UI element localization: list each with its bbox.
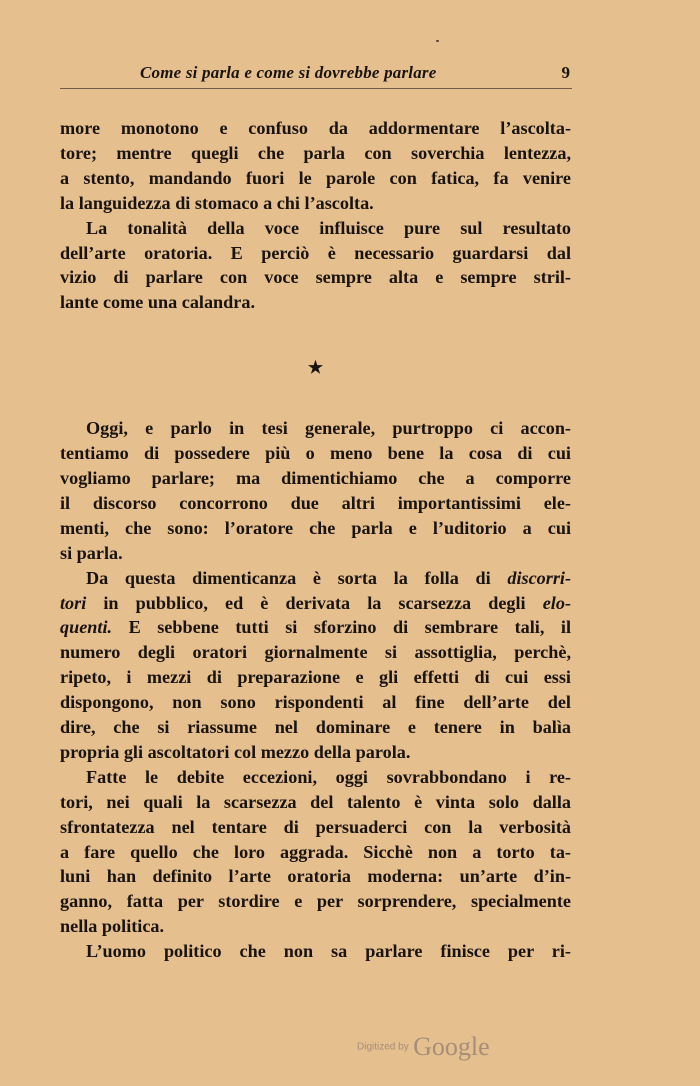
text-line: tore; mentre quegli che parla con soverchia lentezza,	[60, 142, 571, 163]
text-line: Oggi, e parlo in tesi generale, purtroppo ci accon-	[86, 418, 571, 439]
text-line: La tonalità della voce influisce pure sul resultato	[86, 217, 571, 238]
text-line: il discorso concorrono due altri importantissimi ele-	[60, 492, 571, 513]
text-segment: E sebbene tutti si sforzino di sembrare tali, il	[112, 617, 571, 638]
text-line: a stento, mandando fuori le parole con fatica, fa venire	[60, 167, 571, 188]
italic-term: elo-	[542, 592, 571, 613]
text-line	[60, 615, 571, 640]
running-title: Come si parla e come si dovrebbe parlare	[140, 63, 437, 82]
digitized-by-google-watermark	[357, 1032, 490, 1062]
italic-term: discorri-	[507, 567, 571, 588]
text-line: si parla.	[60, 542, 123, 563]
italic-term: quenti.	[60, 617, 113, 638]
italic-term: tori	[60, 592, 87, 613]
paragraph	[60, 116, 571, 216]
section-separator-star: ★	[307, 358, 324, 378]
page-header	[60, 58, 572, 90]
header-rule	[60, 88, 572, 89]
text-line: lante come una calandra.	[60, 292, 256, 313]
text-line: menti, che sono: l’oratore che parla e l’uditorio a cui	[60, 517, 571, 538]
paragraph	[60, 216, 571, 316]
text-line: tentiamo di possedere più o meno bene la cosa di cui	[60, 443, 571, 464]
text-segment: in pubblico, ed è derivata la scarsezza degli	[86, 592, 543, 613]
page-body	[60, 116, 571, 964]
paragraph	[60, 939, 571, 964]
text-line: numero degli oratori giornalmente si assottiglia, perchè,	[60, 642, 571, 663]
text-line: a fare quello che loro aggrada. Sicchè non a torto ta-	[60, 841, 571, 862]
text-line: Fatte le debite eccezioni, oggi sovrabbondano i re-	[86, 766, 571, 787]
paragraph	[60, 765, 571, 939]
text-line	[60, 591, 571, 616]
text-line: dell’arte oratoria. E perciò è necessario guardarsi dal	[60, 242, 571, 263]
text-line: luni han definito l’arte oratoria moderna: un’arte d’in-	[60, 866, 571, 887]
page-number: 9	[561, 63, 570, 82]
text-line: propria gli ascoltatori col mezzo della parola.	[60, 741, 411, 762]
text-line: nella politica.	[60, 916, 165, 937]
text-line: tori, nei quali la scarsezza del talento è vinta solo dalla	[60, 791, 571, 812]
ink-speck	[436, 40, 439, 42]
paragraph	[60, 566, 571, 765]
paragraph	[60, 416, 571, 565]
text-line: dire, che si riassume nel dominare e tenere in balìa	[60, 717, 571, 738]
google-wordmark: Google	[413, 1032, 490, 1061]
watermark-prefix: Digitized by	[357, 1041, 409, 1053]
text-line: la languidezza di stomaco a chi l’ascolta.	[60, 192, 374, 213]
text-line: vogliamo parlare; ma dimentichiamo che a comporre	[60, 467, 571, 488]
text-line: vizio di parlare con voce sempre alta e sempre stril-	[60, 267, 571, 288]
text-line: dispongono, non sono rispondenti al fine dell’arte del	[60, 692, 571, 713]
text-segment: Da questa dimenticanza è sorta la folla di	[86, 567, 508, 588]
text-line: L’uomo politico che non sa parlare finisce per ri-	[86, 941, 571, 962]
text-line	[60, 566, 571, 591]
text-line: ganno, fatta per stordire e per sorprendere, specialmente	[60, 891, 571, 912]
text-line: sfrontatezza nel tentare di persuaderci con la verbosità	[60, 816, 571, 837]
text-line: ripeto, i mezzi di preparazione e gli effetti di cui essi	[60, 667, 571, 688]
text-line: more monotono e confuso da addormentare l’ascolta-	[60, 118, 571, 138]
